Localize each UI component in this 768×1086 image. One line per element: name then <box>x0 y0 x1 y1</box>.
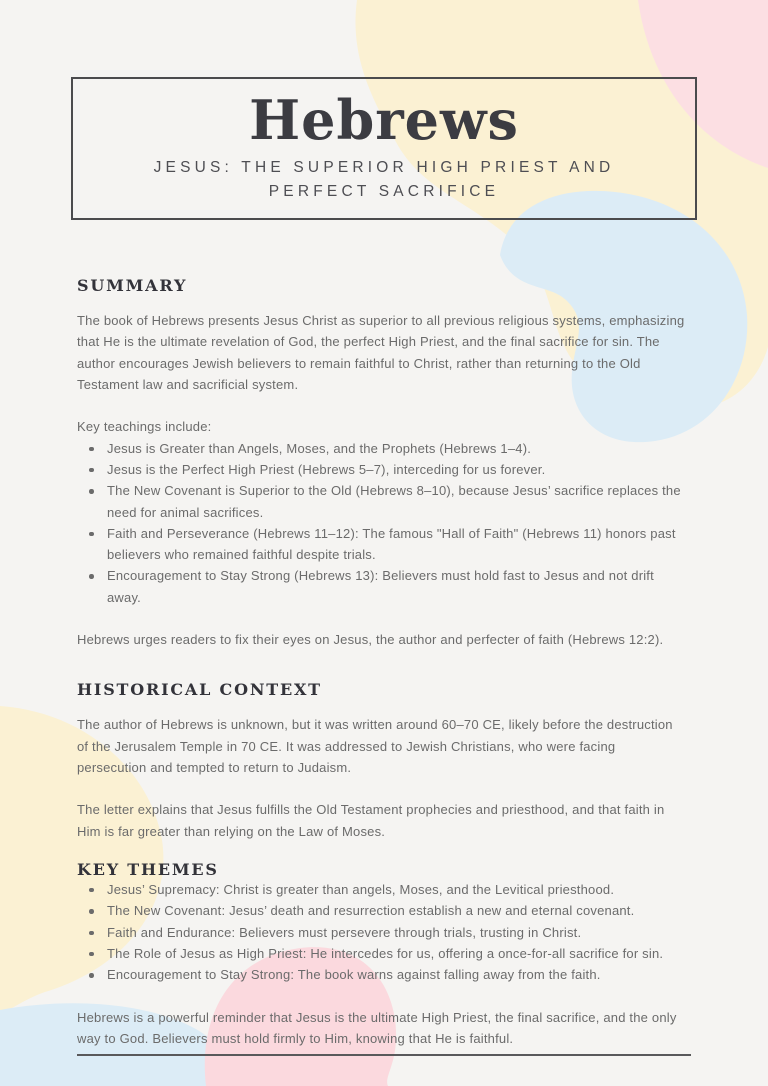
page-subtitle: JESUS: THE SUPERIOR HIGH PRIEST AND PERFECT SACRIFICE <box>153 158 615 200</box>
list-item: The Role of Jesus as High Priest: He intercedes for us, offering a once-for-all sacrifice for sin. <box>87 943 685 964</box>
list-item: Faith and Perseverance (Hebrews 11–12): The famous "Hall of Faith" (Hebrews 11) honors past believers who remained faithful despite trials. <box>87 523 685 566</box>
list-item: Encouragement to Stay Strong: The book warns against falling away from the faith. <box>87 964 685 985</box>
historical-paragraph-2: The letter explains that Jesus fulfills the Old Testament prophecies and priesthood, and that faith in Him is far greater than relying on the Law of Moses. <box>77 802 665 839</box>
list-item: Encouragement to Stay Strong (Hebrews 13): Believers must hold fast to Jesus and not drift away. <box>87 565 685 608</box>
list-item: Jesus’ Supremacy: Christ is greater than angels, Moses, and the Levitical priesthood. <box>87 879 685 900</box>
section-heading-historical-context: HISTORICAL CONTEXT <box>77 680 322 700</box>
summary-bullet-list <box>77 438 685 609</box>
section-heading-key-themes: KEY THEMES <box>77 859 219 879</box>
list-item: Jesus is Greater than Angels, Moses, and the Prophets (Hebrews 1–4). <box>87 438 685 459</box>
list-item: The New Covenant is Superior to the Old (Hebrews 8–10), because Jesus’ sacrifice replaces the need for animal sacrifices. <box>87 480 685 523</box>
themes-closing-paragraph: Hebrews is a powerful reminder that Jesus is the ultimate High Priest, the final sacrifice, and the only way to God. Believers must hold firmly to Him, knowing that He is faithful. <box>77 1009 677 1046</box>
page-title: Hebrews <box>249 88 519 152</box>
summary-paragraph-1: The book of Hebrews presents Jesus Christ as superior to all previous religious systems, emphasizing that He is the ultimate revelation of God, the perfect High Priest, and the final sacrifice for sin. The author encourages Jewish believers to remain faithful to Christ, rather than returning to the Old Testament law and sacrificial system. <box>77 313 685 392</box>
list-item: Faith and Endurance: Believers must persevere through trials, trusting in Christ. <box>87 922 685 943</box>
historical-paragraph-1: The author of Hebrews is unknown, but it was written around 60–70 CE, likely before the destruction of the Jerusalem Temple in 70 CE. It was addressed to Jewish Christians, who were facing persecution and tempted to return to Judaism. <box>77 717 673 775</box>
title-box <box>71 77 697 220</box>
summary-list-intro: Key teachings include: <box>77 419 212 435</box>
key-themes-bullet-list <box>77 879 685 986</box>
list-item: Jesus is the Perfect High Priest (Hebrews 5–7), interceding for us forever. <box>87 459 685 480</box>
summary-paragraph-2: Hebrews urges readers to fix their eyes on Jesus, the author and perfecter of faith (Hebrews 12:2). <box>77 632 664 648</box>
list-item: The New Covenant: Jesus’ death and resurrection establish a new and eternal covenant. <box>87 900 685 921</box>
section-heading-summary: SUMMARY <box>77 276 188 295</box>
footer-divider-line <box>77 1054 691 1056</box>
